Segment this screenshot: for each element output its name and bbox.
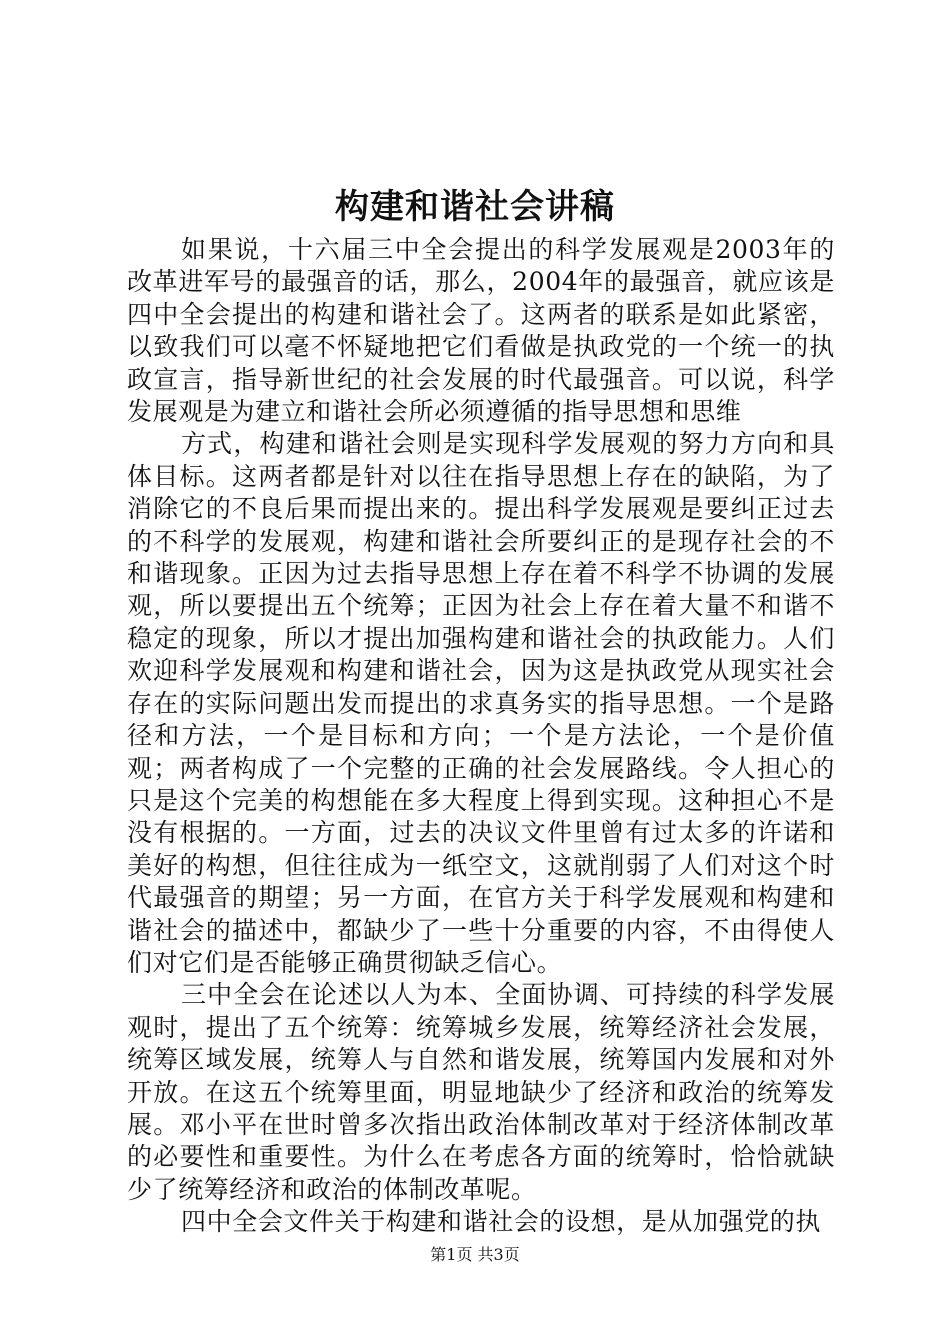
- paragraph-1: 如果说，十六届三中全会提出的科学发展观是2003年的改革进军号的最强音的话，那么，2004年的最强音，就应该是四中全会提出的构建和谐社会了。这两者的联系是如此紧密，以致我们可以毫不怀疑地把它们看做是执政党的一个统一的执政宣言，指导新世纪的社会发展的时代最强音。可以说，科学发展观是为建立和谐社会所必须遵循的指导思想和思维: [127, 235, 835, 427]
- paragraph-2: 方式，构建和谐社会则是实现科学发展观的努力方向和具体目标。这两者都是针对以往在指导思想上存在的缺陷，为了消除它的不良后果而提出来的。提出科学发展观是要纠正过去的不科学的发展观，构建和谐社会所要纠正的是现存社会的不和谐现象。正因为过去指导思想上存在着不科学不协调的发展观，所以要提出五个统筹；正因为社会上存在着大量不和谐不稳定的现象，所以才提出加强构建和谐社会的执政能力。人们欢迎科学发展观和构建和谐社会，因为这是执政党从现实社会存在的实际问题出发而提出的求真务实的指导思想。一个是路径和方法，一个是目标和方向；一个是方法论，一个是价值观；两者构成了一个完整的正确的社会发展路线。令人担心的只是这个完美的构想能在多大程度上得到实现。这种担心不是没有根据的。一方面，过去的决议文件里曾有过太多的许诺和美好的构想，但往往成为一纸空文，这就削弱了人们对这个时代最强音的期望；另一方面，在官方关于科学发展观和构建和谐社会的描述中，都缺少了一些十分重要的内容，不由得使人们对它们是否能够正确贯彻缺乏信心。: [127, 429, 835, 977]
- paragraph-4: 四中全会文件关于构建和谐社会的设想，是从加强党的执: [181, 1207, 822, 1237]
- document-body: [127, 234, 835, 1239]
- page-footer: 第1页 共3页: [430, 1245, 520, 1264]
- paragraph-3: 三中全会在论述以人为本、全面协调、可持续的科学发展观时，提出了五个统筹：统筹城乡发展，统筹经济社会发展，统筹区域发展，统筹人与自然和谐发展，统筹国内发展和对外开放。在这五个统筹里面，明显地缺少了经济和政治的统筹发展。邓小平在世时曾多次指出政治体制改革对于经济体制改革的必要性和重要性。为什么在考虑各方面的统筹时，恰恰就缺少了统筹经济和政治的体制改革呢。: [127, 980, 835, 1204]
- document-title: 构建和谐社会讲稿: [335, 187, 615, 227]
